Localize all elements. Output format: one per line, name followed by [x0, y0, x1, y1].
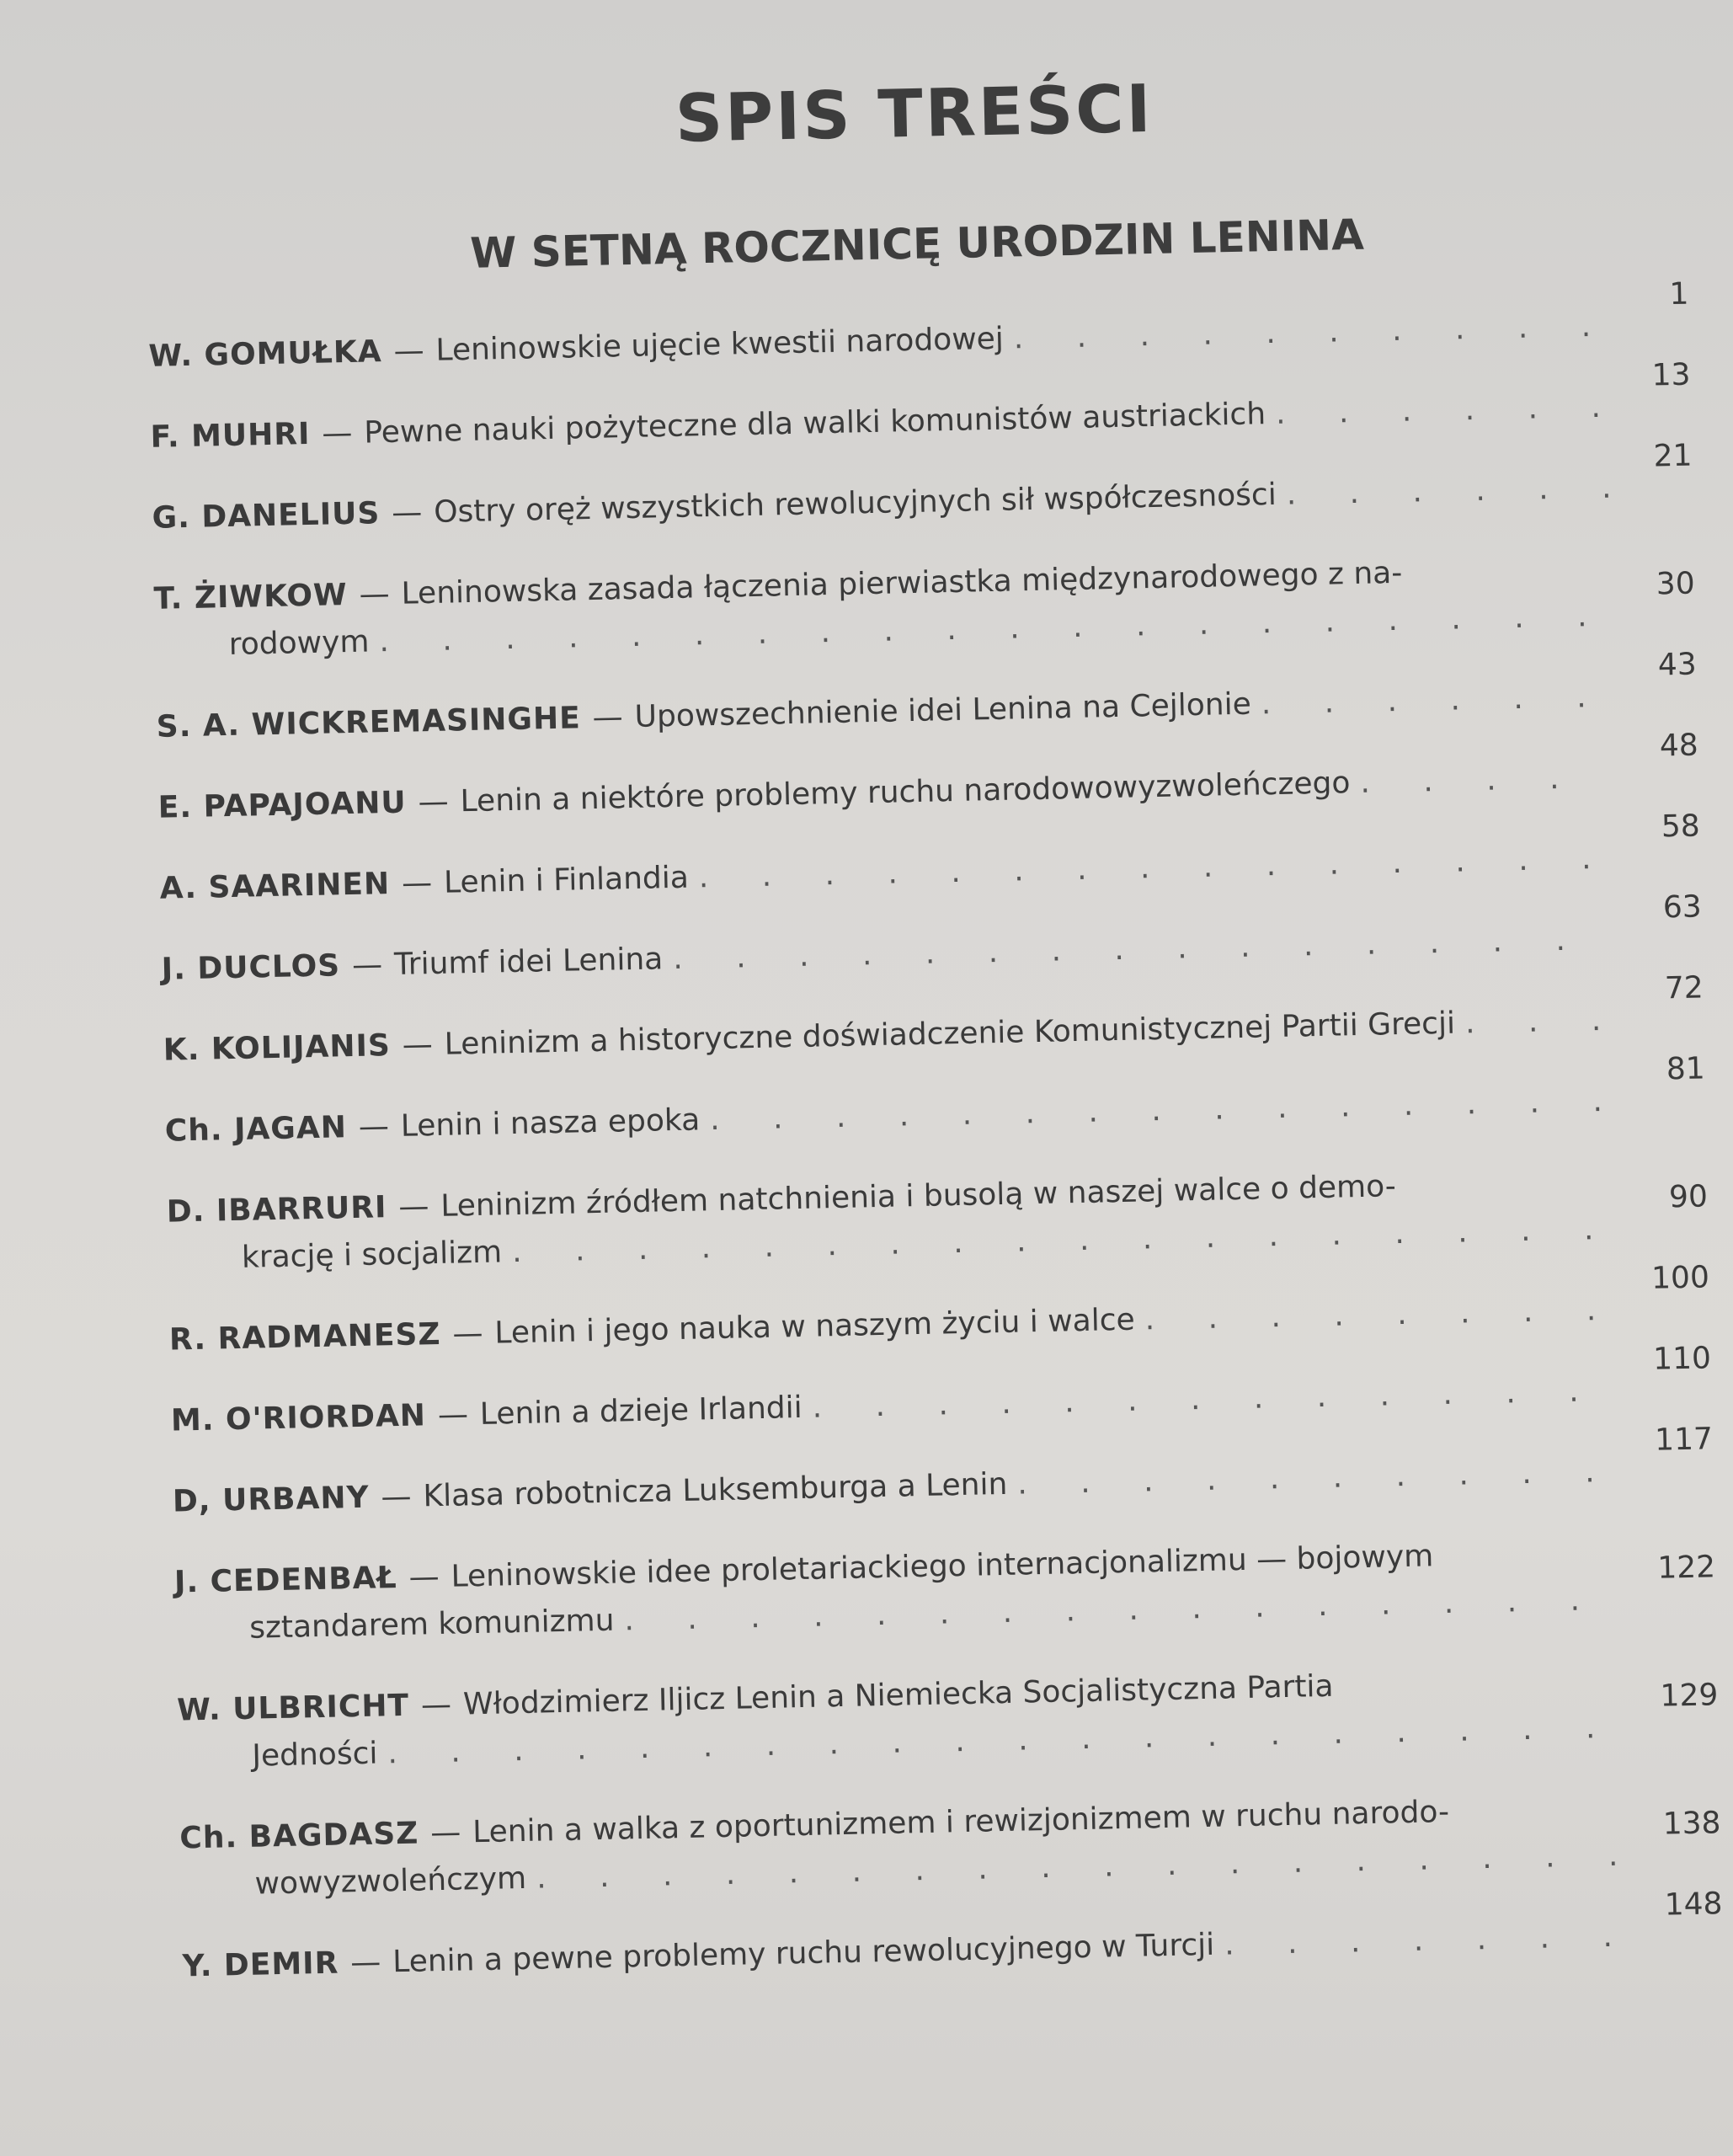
section-heading: W SETNĄ ROCZNICĘ URODZIN LENINA [469, 210, 1365, 278]
toc-entry [156, 647, 1698, 751]
dot-leader [1350, 755, 1615, 808]
toc-entry [148, 276, 1690, 381]
dot-leader [1003, 303, 1606, 363]
entry-dash: — [381, 1479, 412, 1515]
entry-dash: — [418, 784, 450, 820]
toc-entry-text [157, 755, 1615, 832]
entry-page-number: 21 [1653, 438, 1693, 474]
entry-dash: — [358, 1109, 390, 1145]
entry-author: Ch. JAGAN [164, 1110, 348, 1149]
dot-leader [802, 1367, 1628, 1432]
entry-page-number: 90 [1668, 1179, 1709, 1215]
entry-dash: — [408, 1560, 440, 1595]
toc-entry [153, 544, 1696, 670]
entry-dash: — [393, 334, 425, 369]
entry-dash: — [402, 1027, 434, 1063]
entry-title: Lenin a niektóre problemy ruchu narodowowyzwoleńczego [460, 766, 1351, 819]
entry-author: S. A. WICKREMASINGHE [156, 701, 582, 744]
entry-page-number: 81 [1666, 1051, 1706, 1087]
entry-page-number: 129 [1660, 1678, 1719, 1714]
entry-page-number: 110 [1652, 1341, 1712, 1377]
toc-content [143, 61, 1725, 2025]
entry-title-continuation: wowyzwoleńczym [254, 1860, 527, 1902]
entry-page-number: 117 [1654, 1422, 1714, 1458]
entry-dash: — [429, 1815, 461, 1851]
entry-title-continuation: krację i socjalizm [241, 1235, 503, 1275]
toc-entry [157, 728, 1699, 831]
toc-entry [177, 1655, 1720, 1781]
entry-title: Lenin a dzieje Irlandii [479, 1390, 803, 1432]
toc-entry-line [164, 1078, 1622, 1155]
entry-author: M. O'RIORDAN [170, 1398, 427, 1438]
toc-entry-line [150, 384, 1608, 462]
entry-author: J. DUCLOS [161, 948, 341, 987]
entry-dash: — [452, 1315, 483, 1352]
entry-dash: — [420, 1687, 452, 1723]
entry-author: F. MUHRI [150, 416, 311, 455]
entry-page-number: 58 [1661, 808, 1701, 845]
entry-title: Leninowskie ujęcie kwestii narodowej [435, 321, 1005, 368]
entry-author: T. ŻIWKOW [153, 578, 349, 616]
entry-dash: — [359, 577, 391, 612]
entry-title: Lenin i jego nauka w naszym życiu i walce [494, 1302, 1136, 1351]
toc-entry-line [148, 303, 1606, 381]
toc-entry [179, 1783, 1722, 1909]
entry-page-number: 13 [1651, 357, 1691, 393]
toc-entry [168, 1260, 1710, 1364]
entry-title: Leninizm źródłem natchnienia i busolą w naszej walce o demo- [440, 1169, 1397, 1224]
entry-author: D. IBARRURI [166, 1190, 387, 1230]
entry-author: W. GOMUŁKA [148, 334, 383, 374]
toc-entry-line [152, 465, 1609, 542]
entry-title: Leninizm a historyczne doświadczenie Komunistycznej Partii Grecji [444, 1006, 1456, 1062]
entry-title: Lenin i nasza epoka [400, 1102, 701, 1144]
toc-entry-text [173, 1529, 1632, 1653]
toc-entry-line [159, 835, 1617, 913]
entry-title-continuation: sztandarem komunizmu [248, 1603, 615, 1646]
toc-entry [163, 970, 1704, 1074]
dot-leader [700, 1078, 1622, 1145]
entry-author: W. ULBRICHT [176, 1688, 410, 1728]
dot-leader [1454, 997, 1620, 1048]
entry-title: Pewne nauki pożyteczne dla walki komunistów austriackich [363, 397, 1266, 451]
entry-dash: — [321, 415, 353, 451]
entry-dash: — [592, 700, 624, 735]
entry-author: Y. DEMIR [182, 1945, 339, 1984]
toc-list [148, 276, 1724, 1991]
entry-title: Lenin i Finlandia [443, 860, 690, 900]
entry-page-number: 48 [1659, 728, 1699, 764]
entry-page-number: 122 [1656, 1550, 1716, 1586]
toc-entry [161, 889, 1703, 993]
entry-page-number: 30 [1656, 566, 1696, 602]
entry-author: R. RADMANESZ [168, 1316, 441, 1358]
dot-leader [663, 916, 1618, 984]
toc-entry-text [159, 835, 1617, 913]
toc-entry [172, 1422, 1714, 1525]
dot-leader [1276, 465, 1609, 519]
toc-entry-text [172, 1448, 1629, 1525]
toc-entry-line [156, 674, 1613, 751]
toc-entry [159, 808, 1701, 912]
entry-dash: — [397, 1189, 429, 1225]
entry-title: Ostry oręż wszystkich rewolucyjnych sił współczesności [433, 477, 1277, 530]
entry-page-number: 43 [1657, 647, 1698, 683]
toc-entry [164, 1051, 1706, 1155]
entry-dash: — [401, 866, 433, 901]
entry-title: Triumf idei Lenina [393, 942, 664, 982]
entry-title-continuation: rodowym [228, 624, 370, 663]
toc-entry-text [179, 1785, 1638, 1909]
entry-page-number: 63 [1662, 889, 1703, 926]
entry-title: Leninowskie idee proletariackiego internacjonalizmu — bojowym [451, 1539, 1434, 1594]
toc-entry-line [157, 755, 1615, 832]
toc-entry-line [168, 1286, 1626, 1364]
toc-entry-line [172, 1448, 1629, 1525]
dot-leader [1007, 1448, 1630, 1508]
dot-leader [1214, 1913, 1640, 1969]
entry-dash: — [437, 1397, 469, 1433]
entry-author: E. PAPAJOANU [157, 785, 408, 825]
toc-entry-text [161, 916, 1618, 994]
entry-page-number: 100 [1650, 1260, 1710, 1296]
entry-author: D, URBANY [172, 1480, 370, 1519]
entry-page-number: 72 [1664, 970, 1704, 1006]
toc-entry-text [164, 1078, 1622, 1155]
toc-entry [173, 1527, 1716, 1653]
entry-title-continuation: Jedności [251, 1736, 378, 1774]
toc-entry [150, 357, 1692, 462]
entry-title: Lenin a pewne problemy ruchu rewolucyjnego w Turcji [392, 1927, 1215, 1980]
entry-page-number: 138 [1662, 1806, 1721, 1842]
entry-page-number: 1 [1669, 276, 1689, 312]
toc-entry-line [163, 997, 1620, 1075]
entry-title: Upowszechnienie idei Lenina na Cejlonie [634, 686, 1252, 734]
toc-entry-text [152, 465, 1609, 542]
dot-leader [688, 835, 1617, 902]
entry-author: J. CEDENBAŁ [173, 1561, 398, 1600]
page-title: SPIS TREŚCI [675, 71, 1154, 157]
toc-entry [182, 1886, 1724, 1990]
toc-entry-text [168, 1286, 1626, 1364]
dot-leader [1250, 674, 1613, 728]
toc-entry-line [170, 1367, 1628, 1444]
toc-entry-text [170, 1367, 1628, 1444]
entry-title: Leninowska zasada łączenia pierwiastka międzynarodowego z na- [401, 555, 1403, 611]
toc-entry [152, 438, 1693, 542]
entry-page-number: 148 [1664, 1886, 1723, 1923]
toc-entry [170, 1341, 1712, 1444]
entry-author: A. SAARINEN [159, 867, 391, 906]
entry-author: G. DANELIUS [152, 496, 381, 536]
entry-dash: — [351, 947, 383, 984]
entry-author: Ch. BAGDASZ [179, 1816, 419, 1856]
entry-dash: — [391, 495, 423, 531]
entry-title: Lenin a walka z oportunizmem i rewizjonizmem w ruchu narodo- [472, 1794, 1450, 1850]
toc-entry-text [163, 997, 1620, 1075]
entry-title: Klasa robotnicza Luksemburga a Lenin [423, 1466, 1008, 1514]
dot-leader [1265, 384, 1607, 438]
toc-entry-line [182, 1913, 1640, 1990]
toc-entry-line [161, 916, 1618, 994]
toc-entry-text [150, 384, 1608, 462]
toc-entry-text [177, 1657, 1635, 1781]
toc-entry-text [166, 1158, 1624, 1283]
toc-entry-text [153, 546, 1612, 670]
toc-entry-text [182, 1913, 1640, 1990]
entry-author: K. KOLIJANIS [163, 1028, 392, 1068]
dot-leader [1134, 1286, 1626, 1343]
toc-entry-text [156, 674, 1613, 751]
toc-entry-text [148, 303, 1606, 381]
toc-entry [166, 1156, 1709, 1283]
entry-dash: — [349, 1945, 381, 1981]
entry-title: Włodzimierz Iljicz Lenin a Niemiecka Socjalistyczna Partia [462, 1668, 1334, 1722]
